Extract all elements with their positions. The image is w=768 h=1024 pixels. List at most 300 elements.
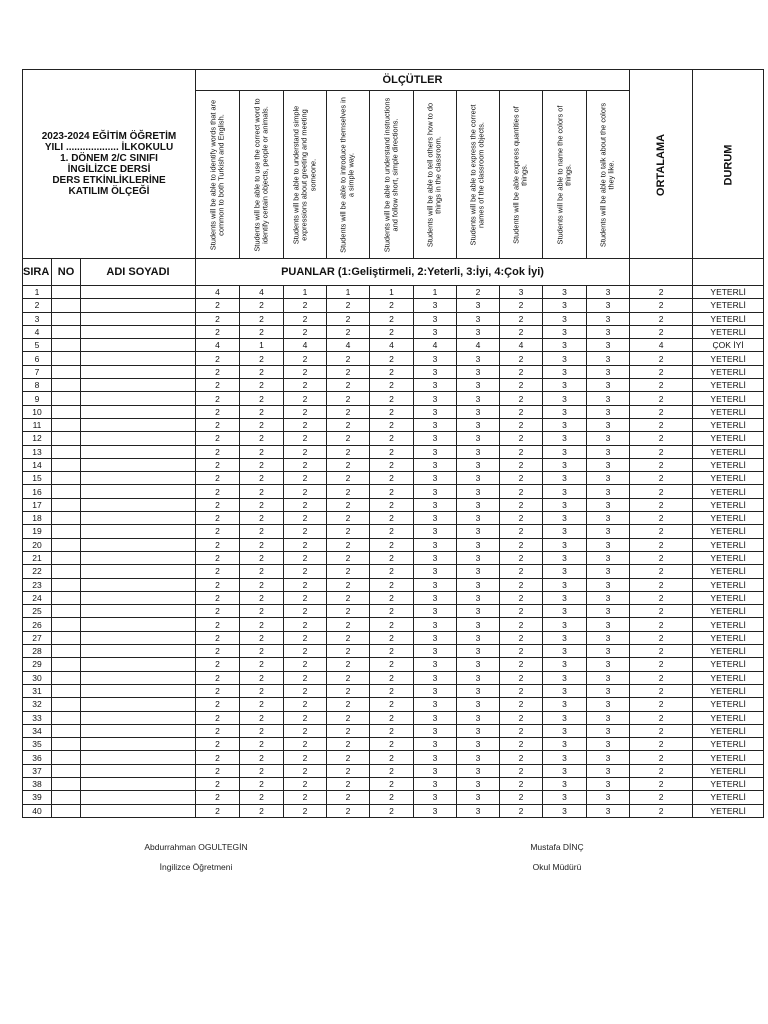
row-name — [81, 512, 196, 525]
row-name — [81, 299, 196, 312]
row-ortalama: 2 — [630, 352, 693, 365]
row-score-2: 2 — [240, 578, 284, 591]
row-ortalama: 2 — [630, 405, 693, 418]
row-score-7: 3 — [457, 751, 500, 764]
row-score-10: 3 — [587, 538, 630, 551]
row-score-5: 2 — [370, 405, 414, 418]
row-score-2: 2 — [240, 711, 284, 724]
row-name — [81, 432, 196, 445]
row-no — [52, 525, 81, 538]
row-score-6: 3 — [414, 724, 457, 737]
row-score-3: 2 — [284, 445, 327, 458]
row-score-5: 1 — [370, 286, 414, 299]
row-name — [81, 645, 196, 658]
row-score-3: 2 — [284, 392, 327, 405]
row-score-3: 2 — [284, 804, 327, 817]
row-score-2: 2 — [240, 485, 284, 498]
row-ortalama: 2 — [630, 658, 693, 671]
row-score-9: 3 — [543, 472, 587, 485]
title-line-4: İNGİLİZCE DERSİ — [67, 164, 151, 175]
row-score-2: 2 — [240, 671, 284, 684]
row-durum: YETERLİ — [693, 578, 764, 591]
row-score-10: 3 — [587, 777, 630, 790]
row-score-6: 1 — [414, 286, 457, 299]
row-no — [52, 698, 81, 711]
row-score-4: 2 — [327, 392, 370, 405]
table-row — [23, 684, 764, 697]
row-score-7: 3 — [457, 578, 500, 591]
row-score-10: 3 — [587, 299, 630, 312]
row-durum: YETERLİ — [693, 352, 764, 365]
row-no — [52, 724, 81, 737]
row-score-8: 2 — [500, 645, 543, 658]
row-name — [81, 445, 196, 458]
criterion-4 — [327, 91, 370, 259]
row-score-8: 2 — [500, 352, 543, 365]
row-score-7: 3 — [457, 551, 500, 564]
row-no — [52, 671, 81, 684]
row-score-3: 2 — [284, 764, 327, 777]
title-line-6: KATILIM ÖLÇEĞİ — [68, 186, 150, 197]
principal-name: Mustafa DİNÇ — [530, 842, 584, 852]
row-sira: 18 — [23, 512, 52, 525]
row-score-9: 3 — [543, 777, 587, 790]
row-durum: YETERLİ — [693, 365, 764, 378]
title-line-1: 2023-2024 EĞİTİM ÖĞRETİM — [41, 131, 177, 142]
row-no — [52, 618, 81, 631]
row-sira: 15 — [23, 472, 52, 485]
row-score-2: 2 — [240, 618, 284, 631]
row-durum: YETERLİ — [693, 538, 764, 551]
row-score-8: 2 — [500, 764, 543, 777]
row-score-3: 2 — [284, 525, 327, 538]
row-score-7: 4 — [457, 339, 500, 352]
row-score-7: 3 — [457, 299, 500, 312]
durum-header — [693, 70, 764, 259]
row-durum: YETERLİ — [693, 472, 764, 485]
row-sira: 12 — [23, 432, 52, 445]
row-score-9: 3 — [543, 458, 587, 471]
row-score-10: 3 — [587, 485, 630, 498]
row-durum: YETERLİ — [693, 312, 764, 325]
criterion-3-text: Students will be able to understand simple expressions about greeting and meeting someone. — [291, 105, 318, 244]
table-row — [23, 458, 764, 471]
row-durum: YETERLİ — [693, 286, 764, 299]
row-score-8: 2 — [500, 578, 543, 591]
row-durum: YETERLİ — [693, 498, 764, 511]
row-score-8: 2 — [500, 605, 543, 618]
row-score-7: 3 — [457, 711, 500, 724]
row-score-2: 2 — [240, 365, 284, 378]
row-score-4: 2 — [327, 804, 370, 817]
row-no — [52, 325, 81, 338]
row-score-5: 2 — [370, 445, 414, 458]
row-score-6: 3 — [414, 751, 457, 764]
row-score-8: 2 — [500, 312, 543, 325]
row-ortalama: 2 — [630, 671, 693, 684]
row-score-7: 3 — [457, 777, 500, 790]
row-score-1: 2 — [196, 578, 240, 591]
row-score-3: 2 — [284, 472, 327, 485]
row-score-6: 3 — [414, 458, 457, 471]
row-sira: 40 — [23, 804, 52, 817]
table-row — [23, 738, 764, 751]
teacher-title: İngilizce Öğretmeni — [159, 862, 233, 872]
row-score-8: 2 — [500, 711, 543, 724]
row-score-6: 4 — [414, 339, 457, 352]
row-score-4: 2 — [327, 405, 370, 418]
row-sira: 10 — [23, 405, 52, 418]
row-name — [81, 365, 196, 378]
row-score-2: 2 — [240, 405, 284, 418]
row-score-4: 2 — [327, 538, 370, 551]
table-row — [23, 299, 764, 312]
row-sira: 8 — [23, 379, 52, 392]
row-ortalama: 2 — [630, 565, 693, 578]
ortalama-spacer — [630, 259, 693, 286]
row-score-3: 2 — [284, 365, 327, 378]
row-score-7: 3 — [457, 418, 500, 431]
row-score-7: 3 — [457, 512, 500, 525]
row-score-1: 2 — [196, 658, 240, 671]
row-score-7: 3 — [457, 485, 500, 498]
row-score-6: 3 — [414, 432, 457, 445]
table-row — [23, 525, 764, 538]
table-row — [23, 764, 764, 777]
row-score-2: 2 — [240, 605, 284, 618]
row-score-1: 2 — [196, 512, 240, 525]
row-score-3: 2 — [284, 299, 327, 312]
row-durum: YETERLİ — [693, 658, 764, 671]
row-score-3: 2 — [284, 591, 327, 604]
row-score-1: 2 — [196, 418, 240, 431]
olcutler-header: ÖLÇÜTLER — [196, 70, 630, 91]
row-score-8: 2 — [500, 631, 543, 644]
row-name — [81, 764, 196, 777]
row-ortalama: 2 — [630, 724, 693, 737]
row-no — [52, 551, 81, 564]
table-row — [23, 485, 764, 498]
row-score-4: 2 — [327, 525, 370, 538]
row-score-6: 3 — [414, 352, 457, 365]
row-score-8: 3 — [500, 286, 543, 299]
row-score-8: 2 — [500, 405, 543, 418]
row-score-3: 2 — [284, 405, 327, 418]
row-ortalama: 2 — [630, 711, 693, 724]
row-score-4: 2 — [327, 671, 370, 684]
row-score-1: 2 — [196, 551, 240, 564]
title-line-2: YILI ................... İLKOKULU — [44, 142, 174, 153]
row-score-2: 2 — [240, 418, 284, 431]
row-score-2: 4 — [240, 286, 284, 299]
table-row — [23, 418, 764, 431]
row-score-10: 3 — [587, 565, 630, 578]
criterion-6 — [414, 91, 457, 259]
row-score-4: 2 — [327, 379, 370, 392]
row-score-3: 2 — [284, 671, 327, 684]
row-score-8: 2 — [500, 777, 543, 790]
row-score-10: 3 — [587, 498, 630, 511]
scale-title — [23, 70, 196, 259]
row-score-6: 3 — [414, 698, 457, 711]
table-row — [23, 605, 764, 618]
row-score-7: 3 — [457, 312, 500, 325]
row-ortalama: 2 — [630, 578, 693, 591]
adi-soyadi-header: ADI SOYADI — [81, 259, 196, 286]
row-score-7: 3 — [457, 724, 500, 737]
row-score-7: 3 — [457, 352, 500, 365]
row-score-6: 3 — [414, 605, 457, 618]
row-score-7: 3 — [457, 591, 500, 604]
row-name — [81, 591, 196, 604]
row-durum: YETERLİ — [693, 525, 764, 538]
row-score-2: 2 — [240, 472, 284, 485]
row-score-10: 3 — [587, 405, 630, 418]
row-score-6: 3 — [414, 392, 457, 405]
row-score-6: 3 — [414, 445, 457, 458]
row-score-10: 3 — [587, 671, 630, 684]
row-durum: YETERLİ — [693, 512, 764, 525]
row-name — [81, 498, 196, 511]
row-score-2: 2 — [240, 512, 284, 525]
row-no — [52, 711, 81, 724]
row-score-9: 3 — [543, 392, 587, 405]
row-score-2: 2 — [240, 325, 284, 338]
row-sira: 22 — [23, 565, 52, 578]
row-ortalama: 2 — [630, 618, 693, 631]
row-score-9: 3 — [543, 379, 587, 392]
row-score-1: 2 — [196, 379, 240, 392]
row-no — [52, 286, 81, 299]
row-score-3: 4 — [284, 339, 327, 352]
row-sira: 26 — [23, 618, 52, 631]
row-score-4: 2 — [327, 445, 370, 458]
row-score-2: 2 — [240, 791, 284, 804]
row-sira: 19 — [23, 525, 52, 538]
row-score-10: 3 — [587, 724, 630, 737]
row-score-1: 2 — [196, 498, 240, 511]
row-name — [81, 751, 196, 764]
row-durum: YETERLİ — [693, 804, 764, 817]
row-score-3: 2 — [284, 432, 327, 445]
row-score-3: 2 — [284, 791, 327, 804]
row-score-4: 2 — [327, 418, 370, 431]
row-name — [81, 565, 196, 578]
row-durum: YETERLİ — [693, 698, 764, 711]
row-score-2: 2 — [240, 498, 284, 511]
row-no — [52, 764, 81, 777]
row-name — [81, 525, 196, 538]
row-score-5: 2 — [370, 791, 414, 804]
row-score-1: 2 — [196, 365, 240, 378]
row-score-3: 2 — [284, 538, 327, 551]
row-ortalama: 2 — [630, 605, 693, 618]
row-score-10: 3 — [587, 418, 630, 431]
row-score-4: 2 — [327, 738, 370, 751]
table-row — [23, 751, 764, 764]
row-score-6: 3 — [414, 578, 457, 591]
row-score-5: 2 — [370, 618, 414, 631]
row-score-8: 2 — [500, 591, 543, 604]
row-score-5: 2 — [370, 591, 414, 604]
row-score-2: 2 — [240, 631, 284, 644]
row-ortalama: 2 — [630, 751, 693, 764]
table-row — [23, 339, 764, 352]
row-score-1: 2 — [196, 671, 240, 684]
row-score-6: 3 — [414, 551, 457, 564]
row-no — [52, 485, 81, 498]
row-ortalama: 2 — [630, 591, 693, 604]
row-sira: 17 — [23, 498, 52, 511]
criterion-8-text: Students will be able express quantities of things. — [511, 105, 529, 244]
row-sira: 16 — [23, 485, 52, 498]
row-name — [81, 379, 196, 392]
row-score-3: 2 — [284, 658, 327, 671]
table-row — [23, 538, 764, 551]
table-row — [23, 711, 764, 724]
row-name — [81, 724, 196, 737]
row-name — [81, 711, 196, 724]
row-no — [52, 751, 81, 764]
row-no — [52, 605, 81, 618]
row-no — [52, 658, 81, 671]
assessment-table — [22, 69, 764, 818]
row-score-7: 3 — [457, 392, 500, 405]
row-score-8: 2 — [500, 684, 543, 697]
row-score-2: 2 — [240, 299, 284, 312]
row-durum: YETERLİ — [693, 631, 764, 644]
row-score-9: 3 — [543, 525, 587, 538]
row-sira: 27 — [23, 631, 52, 644]
row-sira: 1 — [23, 286, 52, 299]
table-row — [23, 698, 764, 711]
row-score-3: 2 — [284, 498, 327, 511]
row-score-10: 3 — [587, 804, 630, 817]
row-score-4: 2 — [327, 618, 370, 631]
row-no — [52, 379, 81, 392]
teacher-name: Abdurrahman OGULTEGİN — [144, 842, 248, 852]
row-score-8: 2 — [500, 751, 543, 764]
row-name — [81, 352, 196, 365]
row-no — [52, 538, 81, 551]
row-score-7: 3 — [457, 525, 500, 538]
row-score-9: 3 — [543, 605, 587, 618]
row-score-9: 3 — [543, 551, 587, 564]
row-ortalama: 2 — [630, 804, 693, 817]
table-row — [23, 379, 764, 392]
sira-header: SIRA — [23, 259, 52, 286]
row-score-9: 3 — [543, 432, 587, 445]
row-score-1: 2 — [196, 312, 240, 325]
row-score-8: 2 — [500, 379, 543, 392]
row-score-8: 2 — [500, 671, 543, 684]
table-row — [23, 671, 764, 684]
row-no — [52, 804, 81, 817]
row-score-4: 2 — [327, 658, 370, 671]
row-score-1: 2 — [196, 352, 240, 365]
row-score-9: 3 — [543, 312, 587, 325]
row-score-9: 3 — [543, 711, 587, 724]
row-ortalama: 2 — [630, 764, 693, 777]
row-durum: YETERLİ — [693, 325, 764, 338]
criterion-6-text: Students will be able to tell others how to do things in the classroom. — [425, 102, 443, 247]
row-score-2: 2 — [240, 658, 284, 671]
title-line-3: 1. DÖNEM 2/C SINIFI — [60, 153, 158, 164]
row-ortalama: 2 — [630, 445, 693, 458]
row-score-1: 2 — [196, 458, 240, 471]
student-rows — [23, 286, 764, 818]
row-score-5: 2 — [370, 379, 414, 392]
row-score-10: 3 — [587, 339, 630, 352]
row-score-10: 3 — [587, 631, 630, 644]
row-durum: YETERLİ — [693, 791, 764, 804]
row-sira: 6 — [23, 352, 52, 365]
table-row — [23, 565, 764, 578]
row-score-4: 2 — [327, 591, 370, 604]
row-score-9: 3 — [543, 498, 587, 511]
row-score-2: 2 — [240, 724, 284, 737]
row-no — [52, 405, 81, 418]
row-score-7: 3 — [457, 738, 500, 751]
row-score-8: 2 — [500, 658, 543, 671]
row-score-2: 2 — [240, 551, 284, 564]
row-durum: YETERLİ — [693, 551, 764, 564]
table-row — [23, 618, 764, 631]
row-score-6: 3 — [414, 645, 457, 658]
row-score-9: 3 — [543, 286, 587, 299]
puanlar-header: PUANLAR (1:Geliştirmeli, 2:Yeterli, 3:İyi, 4:Çok İyi) — [196, 259, 630, 286]
row-score-8: 2 — [500, 472, 543, 485]
row-durum: YETERLİ — [693, 485, 764, 498]
row-score-2: 2 — [240, 538, 284, 551]
row-score-9: 3 — [543, 764, 587, 777]
row-sira: 4 — [23, 325, 52, 338]
row-score-2: 1 — [240, 339, 284, 352]
row-ortalama: 2 — [630, 365, 693, 378]
row-score-4: 2 — [327, 711, 370, 724]
row-score-7: 3 — [457, 445, 500, 458]
row-durum: YETERLİ — [693, 445, 764, 458]
row-score-8: 2 — [500, 445, 543, 458]
row-name — [81, 312, 196, 325]
row-score-2: 2 — [240, 458, 284, 471]
row-score-6: 3 — [414, 405, 457, 418]
row-score-7: 3 — [457, 325, 500, 338]
row-durum: YETERLİ — [693, 418, 764, 431]
row-score-6: 3 — [414, 618, 457, 631]
row-name — [81, 339, 196, 352]
table-row — [23, 445, 764, 458]
row-score-6: 3 — [414, 512, 457, 525]
row-score-3: 2 — [284, 325, 327, 338]
row-score-10: 3 — [587, 698, 630, 711]
row-score-10: 3 — [587, 645, 630, 658]
row-score-7: 3 — [457, 645, 500, 658]
row-score-8: 2 — [500, 432, 543, 445]
row-name — [81, 698, 196, 711]
row-score-2: 2 — [240, 525, 284, 538]
row-score-5: 2 — [370, 751, 414, 764]
row-score-9: 3 — [543, 684, 587, 697]
row-score-10: 3 — [587, 764, 630, 777]
row-score-10: 3 — [587, 525, 630, 538]
row-score-7: 3 — [457, 791, 500, 804]
row-score-5: 2 — [370, 551, 414, 564]
row-sira: 39 — [23, 791, 52, 804]
row-score-5: 2 — [370, 658, 414, 671]
row-score-4: 2 — [327, 551, 370, 564]
table-row — [23, 512, 764, 525]
